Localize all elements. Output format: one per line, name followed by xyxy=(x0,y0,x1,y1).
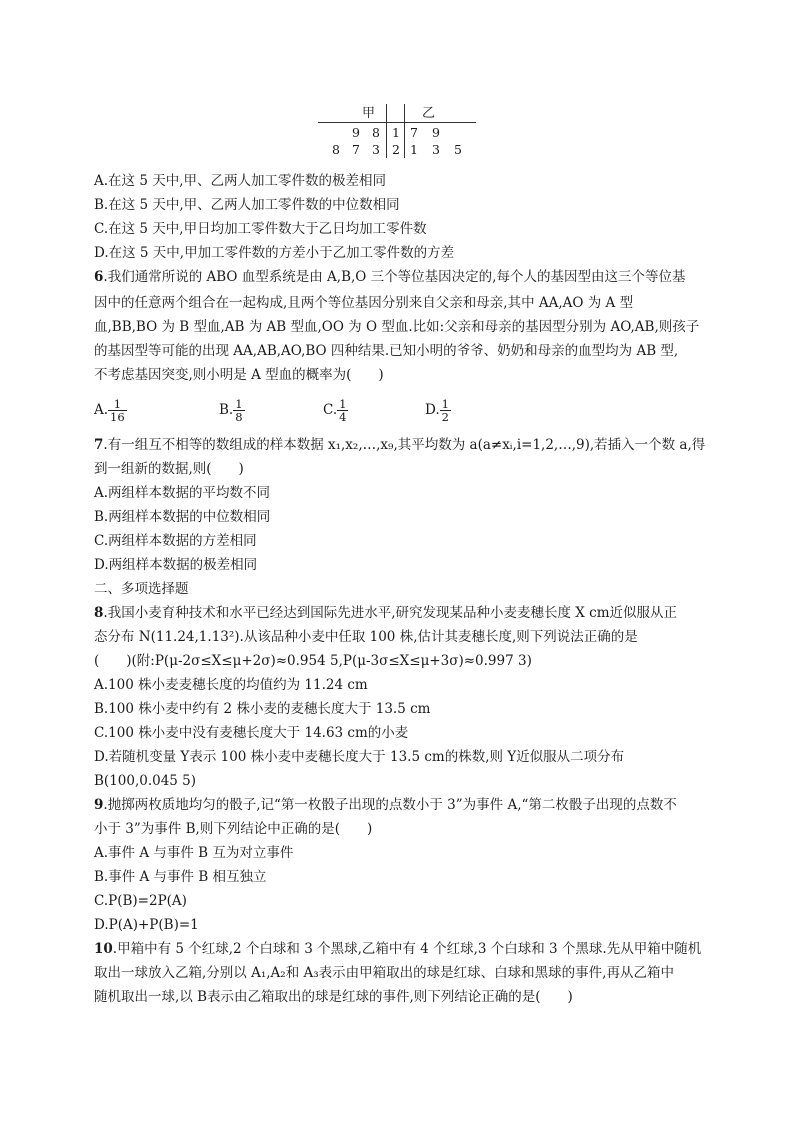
q6-stem-line-5: 不考虑基因突变,则小明是 A 型血的概率为( ) xyxy=(94,367,384,383)
leaf-left: 9 xyxy=(352,125,360,140)
denominator: 4 xyxy=(339,410,347,424)
q6-option-a xyxy=(94,398,127,423)
q9-stem-line-2: 小于 3”为事件 B,则下列结论中正确的是( ) xyxy=(94,821,373,837)
stem-divider-right xyxy=(404,104,405,158)
q6-option-b xyxy=(219,398,245,423)
option-label: D. xyxy=(425,402,440,418)
q7-option-b: B.两组样本数据的中位数相同 xyxy=(94,509,271,525)
q8-option-c: C.100 株小麦中没有麦穗长度大于 14.63 cm的小麦 xyxy=(94,725,409,741)
question-number: 6 xyxy=(94,269,104,285)
stem-leaf-plot xyxy=(318,102,476,160)
q8-option-d-cont: B(100,0.045 5) xyxy=(94,773,197,789)
q9-stem-line-1 xyxy=(94,796,677,814)
question-number: 8 xyxy=(94,605,104,621)
numerator: 1 xyxy=(235,397,243,411)
fraction xyxy=(108,398,127,423)
q10-stem-line-1 xyxy=(94,940,701,958)
fraction xyxy=(440,398,451,423)
q6-stem-line-2: 因中的任意两个组合在一起构成,且两个等位基因分别来自父亲和母亲,其中 AA,AO 为 A 型 xyxy=(94,295,634,311)
right-title: 乙 xyxy=(422,106,436,121)
q7-text: .有一组互不相等的数组成的样本数据 x₁,x₂,…,x₉,其平均数为 a(a≠xᵢ,i=1,2,…,9),若插入一个数 a,得 xyxy=(103,437,706,453)
question-number: 9 xyxy=(94,797,104,813)
leaf-left: 3 xyxy=(372,142,380,157)
question-number: 7 xyxy=(94,437,104,453)
q5-option-d: D.在这 5 天中,甲加工零件数的方差小于乙加工零件数的方差 xyxy=(94,245,455,261)
q6-stem-line-1 xyxy=(94,268,685,286)
q8-option-a: A.100 株小麦麦穗长度的均值约为 11.24 cm xyxy=(94,677,368,693)
leaf-left: 8 xyxy=(372,125,380,140)
fraction xyxy=(233,398,244,423)
q8-text: .我国小麦育种技术和水平已经达到国际先进水平,研究发现某品种小麦麦穗长度 X cm近似服从正 xyxy=(103,605,678,621)
q10-text: .甲箱中有 5 个红球,2 个白球和 3 个黑球,乙箱中有 4 个红球,3 个白球和 3 个黑球.先从甲箱中随机 xyxy=(112,941,702,957)
q8-option-d: D.若随机变量 Y表示 100 株小麦中麦穗长度大于 13.5 cm的株数,则 Y近似服从二项分布 xyxy=(94,749,625,765)
denominator: 2 xyxy=(441,410,449,424)
option-label: A. xyxy=(94,402,109,418)
q5-option-c: C.在这 5 天中,甲日均加工零件数大于乙日均加工零件数 xyxy=(94,221,427,237)
numerator: 1 xyxy=(339,397,347,411)
leaf-right: 7 xyxy=(410,125,418,140)
q8-stem-line-1 xyxy=(94,604,677,622)
leaf-left: 7 xyxy=(352,142,360,157)
fraction xyxy=(337,398,348,423)
stem-value: 2 xyxy=(392,142,400,157)
header-rule xyxy=(318,122,476,123)
left-title: 甲 xyxy=(362,106,376,121)
denominator: 16 xyxy=(110,410,125,424)
stem-value: 1 xyxy=(392,125,400,140)
section-heading: 二、多项选择题 xyxy=(94,581,189,597)
q10-stem-line-3: 随机取出一球,以 B表示由乙箱取出的球是红球的事件,则下列结论正确的是( ) xyxy=(94,989,573,1005)
q9-option-d: D.P(A)+P(B)=1 xyxy=(94,917,199,933)
leaf-right: 3 xyxy=(432,142,440,157)
q9-text: .抛掷两枚质地均匀的骰子,记“第一枚骰子出现的点数小于 3”为事件 A,“第二枚骰子出现的点数不 xyxy=(103,797,677,813)
numerator: 1 xyxy=(441,397,449,411)
q8-stem-line-3: ( )(附:P(μ-2σ≤X≤μ+2σ)≈0.954 5,P(μ-3σ≤X≤μ+3σ)≈0.997 3) xyxy=(94,653,532,669)
q7-stem-line-1 xyxy=(94,436,705,454)
denominator: 8 xyxy=(235,410,243,424)
leaf-right: 1 xyxy=(410,142,418,157)
q7-option-d: D.两组样本数据的极差相同 xyxy=(94,557,258,573)
q8-stem-line-2: 态分布 N(11.24,1.13²).从该品种小麦中任取 100 株,估计其麦穗长度,则下列说法正确的是 xyxy=(94,629,638,645)
q6-option-d xyxy=(425,398,451,423)
option-label: C. xyxy=(323,402,338,418)
q6-stem-line-4: 的基因型等可能的出现 AA,AB,AO,BO 四种结果.已知小明的爷爷、奶奶和母亲的血型均为 AB 型, xyxy=(94,343,679,359)
numerator: 1 xyxy=(108,398,127,411)
q6-stem-line-3: 血,BB,BO 为 B 型血,AB 为 AB 型血,OO 为 O 型血.比如:父亲和母亲的基因型分别为 AO,AB,则孩子 xyxy=(94,319,700,335)
q8-option-b: B.100 株小麦中约有 2 株小麦的麦穗长度大于 13.5 cm xyxy=(94,701,431,717)
q9-option-a: A.事件 A 与事件 B 互为对立事件 xyxy=(94,845,294,861)
q6-text: .我们通常所说的 ABO 血型系统是由 A,B,O 三个等位基因决定的,每个人的基因型由这三个等位基 xyxy=(103,269,686,285)
q9-option-b: B.事件 A 与事件 B 相互独立 xyxy=(94,869,267,885)
leaf-right: 5 xyxy=(454,142,462,157)
q7-option-a: A.两组样本数据的平均数不同 xyxy=(94,485,271,501)
option-label: B. xyxy=(219,402,234,418)
q5-option-a: A.在这 5 天中,甲、乙两人加工零件数的极差相同 xyxy=(94,173,387,189)
stem-divider-left xyxy=(386,104,387,158)
q9-option-c: C.P(B)=2P(A) xyxy=(94,893,187,909)
q7-stem-line-2: 到一组新的数据,则( ) xyxy=(94,461,244,477)
leaf-right: 9 xyxy=(432,125,440,140)
q10-stem-line-2: 取出一球放入乙箱,分别以 A₁,A₂和 A₃表示由甲箱取出的球是红球、白球和黑球的事件,再从乙箱中 xyxy=(94,965,674,981)
q6-option-c xyxy=(323,398,348,423)
leaf-left: 8 xyxy=(332,142,340,157)
question-number: 10 xyxy=(94,941,113,957)
q7-option-c: C.两组样本数据的方差相同 xyxy=(94,533,257,549)
q5-option-b: B.在这 5 天中,甲、乙两人加工零件数的中位数相同 xyxy=(94,197,400,213)
